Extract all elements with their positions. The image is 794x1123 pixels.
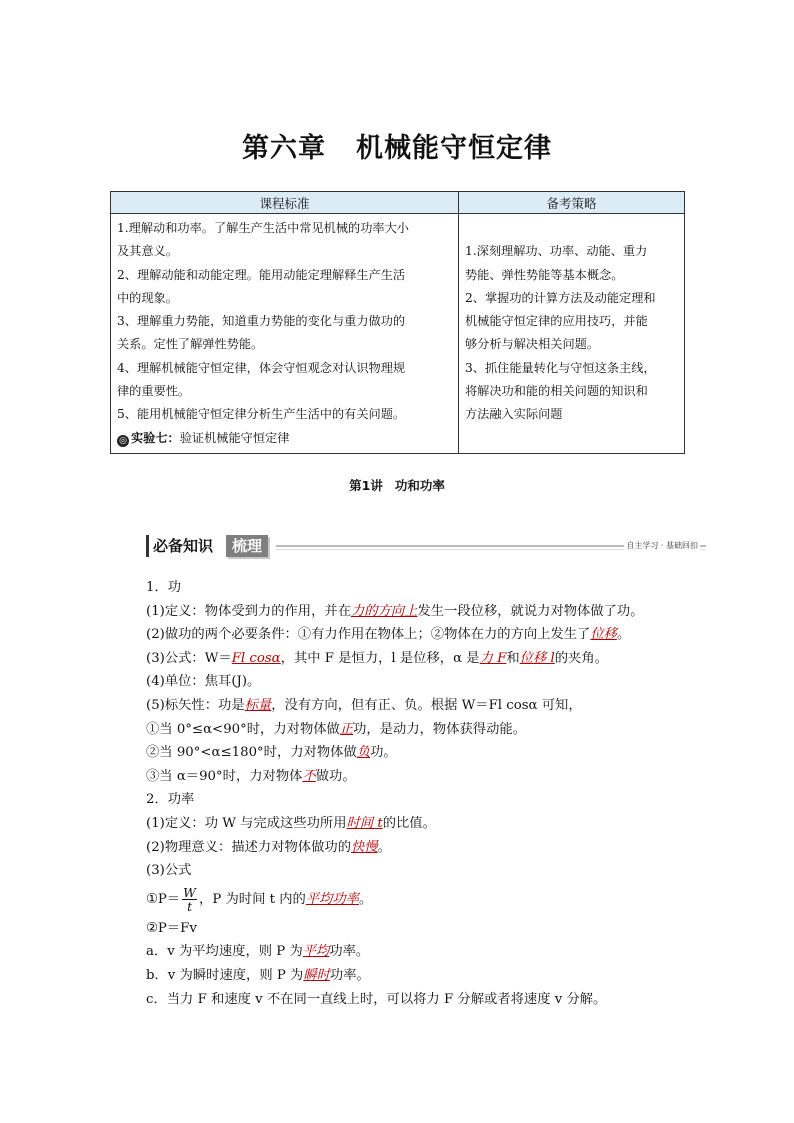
text: 的比值。 [382, 815, 436, 831]
lesson-topic: 功和功率 [394, 478, 445, 493]
text: (1)定义：物体受到力的作用，并在 [146, 603, 351, 619]
work-formula [146, 647, 706, 671]
strategy-line: 1.深刻理解功、功率、动能、重力 [465, 244, 648, 259]
strategy-line: 势能、弹性势能等基本概念。 [465, 267, 624, 282]
fraction-denominator: t [187, 898, 193, 914]
section-heading-work: 1．功 [146, 580, 182, 595]
answer-blank: 位移 l [519, 650, 555, 666]
answer-blank: 时间 t [346, 815, 383, 831]
text: (2)做功的两个必要条件：①有力作用在物体上；②物体在力的方向上发生了 [146, 627, 591, 643]
standard-line: 5、能用机械能守恒定律分析生产生活中的有关问题。 [117, 407, 406, 422]
text: ，没有方向，但有正、负。根据 W＝Fl cosα 可知， [271, 697, 582, 713]
strategy-line: 够分析与解决相关问题。 [465, 337, 600, 352]
power-case-b [146, 964, 706, 988]
strategy-line: 2、掌握功的计算方法及动能定理和 [465, 290, 656, 305]
experiment-label: 实验七： [131, 430, 180, 445]
text: 发生一段位移，就说力对物体做了功。 [417, 603, 644, 619]
text: ③当 α＝90°时，力对物体 [146, 768, 303, 784]
text: b．v 为瞬时速度，则 P 为 [146, 967, 304, 983]
answer-blank: 快慢 [351, 839, 378, 855]
power-formula-heading: (3)公式 [146, 863, 192, 879]
power-case-a [146, 940, 706, 964]
text: (5)标矢性：功是 [146, 697, 245, 713]
work-case-3 [146, 765, 706, 789]
standard-line: 1.理解动和功率。了解生产生活中常见机械的功率大小 [117, 221, 409, 235]
fraction-numerator: W [183, 884, 197, 900]
text: (3)公式：W＝ [146, 650, 232, 666]
curriculum-table [110, 191, 685, 454]
answer-blank: 位移 [590, 627, 617, 643]
strategy-line: 方法融入实际问题 [465, 407, 563, 422]
text: ①当 0°≤α<90°时，力对物体做 [146, 721, 340, 737]
chapter-name: 机械能守恒定律 [356, 133, 552, 164]
chapter-number: 第六章 [242, 133, 326, 164]
work-conditions [146, 623, 706, 647]
answer-blank: 力 F [479, 650, 507, 666]
text: 和 [506, 650, 520, 666]
strategies-cell [459, 214, 685, 454]
answer-blank: 正 [339, 721, 354, 737]
text: 功率。 [329, 967, 370, 983]
text: 功。 [370, 745, 397, 761]
answer-blank: 平均功率 [305, 891, 359, 907]
power-definition [146, 812, 706, 836]
power-formula-fv: ②P＝Fv [146, 920, 197, 936]
experiment-text: 验证机械能守恒定律 [179, 430, 290, 445]
text: (1)定义：功 W 与完成这些功所用 [146, 815, 347, 831]
answer-blank: 标量 [244, 697, 272, 713]
experiment-line [117, 427, 452, 450]
standard-line: 2、理解动能和动能定理。能用动能定理解释生产生活 [117, 267, 406, 282]
knowledge-content [146, 576, 706, 1011]
work-case-2 [146, 741, 706, 765]
text: ①P＝ [146, 891, 181, 907]
banner-label-primary: 必备知识 [146, 535, 216, 557]
standard-line: 及其意义。 [117, 244, 178, 259]
answer-blank: 瞬时 [303, 967, 330, 983]
work-case-1 [146, 718, 706, 742]
text: 。 [616, 627, 631, 643]
answer-blank: 力的方向上 [351, 603, 418, 619]
header-strategies: 备考策略 [459, 192, 685, 214]
text: 。 [358, 891, 373, 907]
standards-cell [111, 214, 459, 454]
answer-blank: 负 [356, 745, 371, 761]
text: 的夹角。 [554, 650, 608, 666]
text: 。 [377, 839, 391, 855]
work-unit: (4)单位：焦耳(J)。 [146, 674, 261, 690]
experiment-icon: ◎ [117, 435, 129, 447]
text: ②当 90°<α≤180°时，力对物体做 [146, 745, 357, 761]
work-definition [146, 600, 706, 624]
banner-label-secondary: 梳理 [226, 535, 268, 557]
text: 功率。 [329, 944, 370, 960]
lesson-number: 第1讲 [349, 478, 383, 493]
work-scalar [146, 694, 706, 718]
standard-line: 关系。定性了解弹性势能。 [117, 337, 264, 352]
text: (2)物理意义：描述力对物体做功的 [146, 839, 351, 855]
answer-blank: 不 [302, 768, 316, 784]
strategy-line: 将解决功和能的相关问题的知识和 [465, 384, 648, 399]
chapter-title [0, 126, 794, 165]
text: 做功。 [315, 768, 356, 784]
fraction [182, 886, 197, 913]
strategy-line: 机械能守恒定律的应用技巧，并能 [465, 314, 648, 329]
section-heading-power: 2．功率 [146, 792, 195, 808]
answer-blank: 平均 [302, 944, 330, 960]
standard-line: 3、理解重力势能，知道重力势能的变化与重力做功的 [117, 314, 406, 329]
lesson-title [0, 476, 794, 494]
power-case-c: c．当力 F 和速度 v 不在同一直线上时，可以将力 F 分解或者将速度 v 分解。 [146, 991, 607, 1007]
answer-blank: Fl cosα [231, 650, 281, 666]
banner-tag: 自主学习 · 基础回扣 [626, 541, 698, 550]
standard-line: 律的重要性。 [117, 384, 191, 399]
power-meaning [146, 836, 706, 860]
text: a．v 为平均速度，则 P 为 [146, 944, 303, 960]
text: 功，是动力，物体获得动能。 [353, 721, 526, 737]
section-banner [146, 535, 706, 557]
text: ，P 为时间 t 内的 [199, 891, 306, 907]
standard-line: 中的现象。 [117, 290, 178, 305]
power-formula-average [146, 883, 706, 917]
standard-line: 4、理解机械能守恒定律，体会守恒观念对认识物理规 [117, 360, 406, 375]
strategy-line: 3、抓住能量转化与守恒这条主线， [465, 360, 656, 375]
header-standards: 课程标准 [111, 192, 459, 214]
text: ，其中 F 是恒力，l 是位移，α 是 [280, 650, 480, 666]
